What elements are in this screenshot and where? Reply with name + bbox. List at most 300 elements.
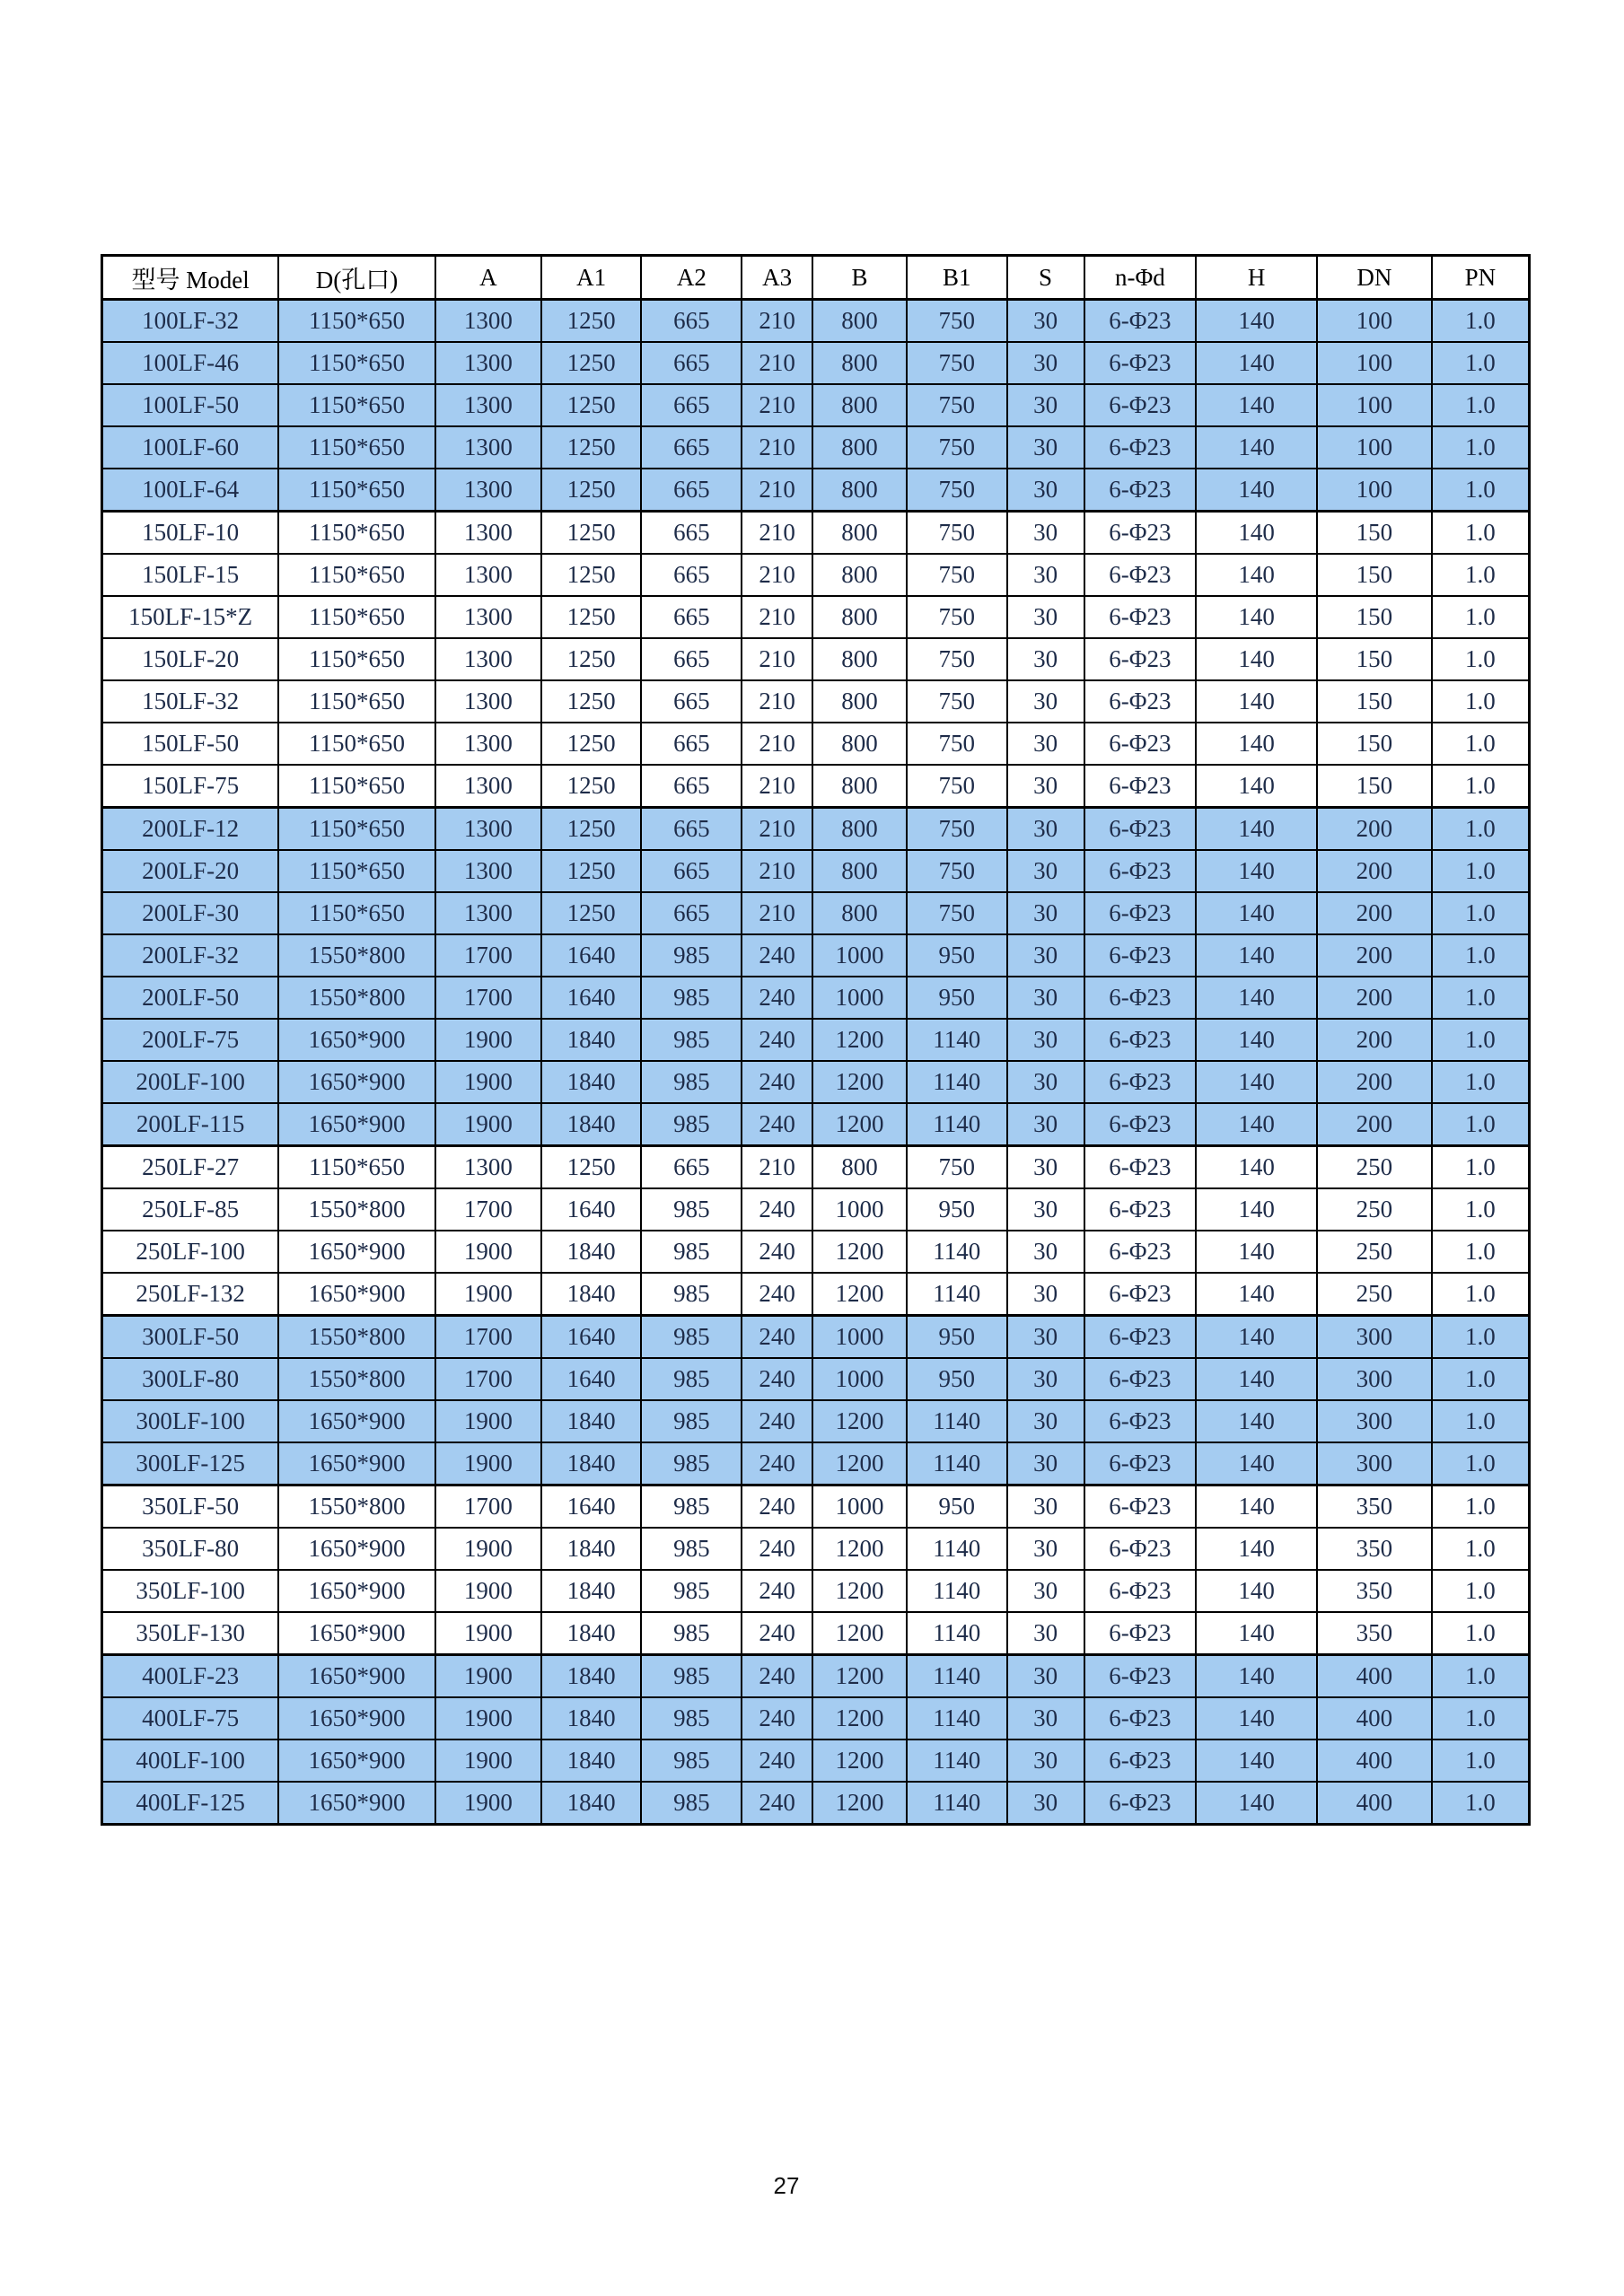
table-cell: 140 (1196, 1782, 1317, 1825)
table-cell: 6-Φ23 (1084, 1697, 1197, 1740)
table-cell: 1900 (435, 1782, 541, 1825)
table-cell: 1140 (907, 1528, 1007, 1570)
table-cell: 985 (641, 977, 742, 1019)
table-cell: 140 (1196, 1570, 1317, 1612)
table-cell: 1550*800 (278, 1316, 435, 1359)
table-header-cell: n-Φd (1084, 256, 1197, 300)
table-cell: 1250 (541, 680, 642, 723)
table-cell: 1.0 (1432, 1358, 1530, 1400)
table-cell: 1250 (541, 1146, 642, 1189)
table-cell: 800 (812, 850, 907, 892)
table-cell: 1300 (435, 342, 541, 384)
table-cell: 1.0 (1432, 384, 1530, 426)
table-cell: 210 (742, 596, 812, 638)
table-cell: 6-Φ23 (1084, 1528, 1197, 1570)
table-cell: 30 (1007, 512, 1084, 555)
table-cell: 6-Φ23 (1084, 1655, 1197, 1698)
table-cell: 250 (1317, 1273, 1432, 1316)
table-cell: 750 (907, 384, 1007, 426)
table-cell: 240 (742, 1273, 812, 1316)
table-cell: 210 (742, 765, 812, 808)
table-cell: 985 (641, 1442, 742, 1485)
table-body (102, 300, 1530, 1825)
table-cell: 6-Φ23 (1084, 1146, 1197, 1189)
table-cell: 750 (907, 680, 1007, 723)
table-cell: 140 (1196, 1103, 1317, 1146)
table-cell: 240 (742, 1231, 812, 1273)
table-row (102, 1570, 1530, 1612)
model-cell: 350LF-100 (102, 1570, 279, 1612)
table-cell: 985 (641, 1019, 742, 1061)
table-cell: 1840 (541, 1612, 642, 1655)
table-cell: 140 (1196, 1358, 1317, 1400)
table-cell: 1650*900 (278, 1655, 435, 1698)
table-header-cell: H (1196, 256, 1317, 300)
table-cell: 140 (1196, 892, 1317, 934)
table-row (102, 596, 1530, 638)
table-cell: 140 (1196, 1612, 1317, 1655)
table-cell: 1200 (812, 1655, 907, 1698)
table-cell: 1250 (541, 596, 642, 638)
table-cell: 140 (1196, 1316, 1317, 1359)
table-cell: 6-Φ23 (1084, 1442, 1197, 1485)
model-cell: 200LF-100 (102, 1061, 279, 1103)
table-cell: 950 (907, 1485, 1007, 1529)
table-row (102, 1485, 1530, 1529)
table-cell: 1.0 (1432, 1188, 1530, 1231)
table-row (102, 1740, 1530, 1782)
table-cell: 1.0 (1432, 1528, 1530, 1570)
table-cell: 6-Φ23 (1084, 1273, 1197, 1316)
table-cell: 1250 (541, 723, 642, 765)
table-cell: 1840 (541, 1697, 642, 1740)
table-row (102, 892, 1530, 934)
table-cell: 985 (641, 1231, 742, 1273)
table-cell: 30 (1007, 1146, 1084, 1189)
model-dimensions-table (101, 254, 1531, 1826)
model-cell: 100LF-32 (102, 300, 279, 343)
table-cell: 6-Φ23 (1084, 850, 1197, 892)
table-cell: 30 (1007, 850, 1084, 892)
table-cell: 1650*900 (278, 1442, 435, 1485)
table-cell: 150 (1317, 638, 1432, 680)
table-cell: 200 (1317, 808, 1432, 851)
table-cell: 100 (1317, 342, 1432, 384)
table-cell: 1250 (541, 469, 642, 512)
table-cell: 210 (742, 512, 812, 555)
table-cell: 665 (641, 1146, 742, 1189)
model-cell: 200LF-50 (102, 977, 279, 1019)
table-cell: 1900 (435, 1528, 541, 1570)
table-cell: 1640 (541, 1358, 642, 1400)
table-cell: 400 (1317, 1697, 1432, 1740)
table-cell: 985 (641, 1485, 742, 1529)
table-cell: 6-Φ23 (1084, 765, 1197, 808)
table-cell: 1140 (907, 1400, 1007, 1442)
table-cell: 1840 (541, 1103, 642, 1146)
table-cell: 1140 (907, 1273, 1007, 1316)
table-header-cell: B (812, 256, 907, 300)
table-cell: 1300 (435, 554, 541, 596)
model-cell: 150LF-50 (102, 723, 279, 765)
table-cell: 150 (1317, 680, 1432, 723)
table-cell: 1640 (541, 1188, 642, 1231)
table-cell: 6-Φ23 (1084, 638, 1197, 680)
table-cell: 210 (742, 554, 812, 596)
table-cell: 1.0 (1432, 512, 1530, 555)
table-cell: 240 (742, 1019, 812, 1061)
table-header-cell: DN (1317, 256, 1432, 300)
table-cell: 140 (1196, 808, 1317, 851)
table-row (102, 808, 1530, 851)
table-cell: 100 (1317, 426, 1432, 469)
table-cell: 1650*900 (278, 1103, 435, 1146)
table-cell: 665 (641, 765, 742, 808)
table-cell: 30 (1007, 554, 1084, 596)
table-header-row (102, 256, 1530, 300)
table-cell: 400 (1317, 1740, 1432, 1782)
table-cell: 210 (742, 850, 812, 892)
table-cell: 1250 (541, 850, 642, 892)
table-cell: 750 (907, 554, 1007, 596)
table-cell: 1.0 (1432, 1655, 1530, 1698)
table-cell: 1650*900 (278, 1570, 435, 1612)
table-cell: 1150*650 (278, 638, 435, 680)
table-cell: 1.0 (1432, 1442, 1530, 1485)
table-cell: 200 (1317, 892, 1432, 934)
table-cell: 240 (742, 1782, 812, 1825)
table-cell: 1550*800 (278, 1485, 435, 1529)
table-cell: 1.0 (1432, 1146, 1530, 1189)
model-cell: 400LF-75 (102, 1697, 279, 1740)
table-cell: 1250 (541, 512, 642, 555)
table-cell: 240 (742, 1655, 812, 1698)
table-row (102, 1612, 1530, 1655)
table-cell: 240 (742, 1485, 812, 1529)
table-row (102, 934, 1530, 977)
table-cell: 150 (1317, 554, 1432, 596)
table-cell: 665 (641, 384, 742, 426)
table-cell: 30 (1007, 1358, 1084, 1400)
table-cell: 140 (1196, 934, 1317, 977)
table-cell: 100 (1317, 384, 1432, 426)
table-cell: 1.0 (1432, 1231, 1530, 1273)
table-header-cell: A2 (641, 256, 742, 300)
table-cell: 1140 (907, 1782, 1007, 1825)
table-cell: 750 (907, 808, 1007, 851)
table-cell: 750 (907, 1146, 1007, 1189)
table-cell: 1300 (435, 723, 541, 765)
table-cell: 210 (742, 384, 812, 426)
table-cell: 1150*650 (278, 469, 435, 512)
table-cell: 240 (742, 1188, 812, 1231)
table-cell: 985 (641, 1316, 742, 1359)
table-cell: 30 (1007, 596, 1084, 638)
table-cell: 800 (812, 469, 907, 512)
table-cell: 1.0 (1432, 723, 1530, 765)
table-cell: 1140 (907, 1442, 1007, 1485)
table-cell: 1200 (812, 1612, 907, 1655)
table-row (102, 1188, 1530, 1231)
table-cell: 140 (1196, 1231, 1317, 1273)
table-cell: 1140 (907, 1655, 1007, 1698)
table-row (102, 1528, 1530, 1570)
table-cell: 800 (812, 342, 907, 384)
table-cell: 350 (1317, 1612, 1432, 1655)
table-cell: 6-Φ23 (1084, 1570, 1197, 1612)
table-cell: 140 (1196, 977, 1317, 1019)
table-row (102, 1103, 1530, 1146)
table-cell: 800 (812, 723, 907, 765)
table-cell: 6-Φ23 (1084, 1782, 1197, 1825)
model-cell: 400LF-23 (102, 1655, 279, 1698)
table-cell: 985 (641, 1358, 742, 1400)
table-cell: 30 (1007, 723, 1084, 765)
table-row (102, 723, 1530, 765)
table-cell: 1650*900 (278, 1740, 435, 1782)
table-row (102, 680, 1530, 723)
table-cell: 30 (1007, 1019, 1084, 1061)
table-cell: 1200 (812, 1273, 907, 1316)
table-cell: 300 (1317, 1400, 1432, 1442)
table-cell: 400 (1317, 1655, 1432, 1698)
model-cell: 150LF-32 (102, 680, 279, 723)
table-cell: 1250 (541, 808, 642, 851)
table-cell: 1900 (435, 1612, 541, 1655)
table-header-cell: D(孔口) (278, 256, 435, 300)
table-cell: 1300 (435, 426, 541, 469)
table-cell: 210 (742, 300, 812, 343)
table-row (102, 1231, 1530, 1273)
table-cell: 1150*650 (278, 512, 435, 555)
table-header-cell: A3 (742, 256, 812, 300)
table-cell: 750 (907, 512, 1007, 555)
table-cell: 1200 (812, 1400, 907, 1442)
table-cell: 140 (1196, 1697, 1317, 1740)
table-cell: 6-Φ23 (1084, 1612, 1197, 1655)
table-cell: 140 (1196, 1528, 1317, 1570)
table-cell: 800 (812, 512, 907, 555)
table-cell: 240 (742, 934, 812, 977)
table-row (102, 1316, 1530, 1359)
table-cell: 1700 (435, 934, 541, 977)
table-cell: 6-Φ23 (1084, 596, 1197, 638)
table-cell: 1.0 (1432, 1485, 1530, 1529)
table-row (102, 977, 1530, 1019)
model-cell: 400LF-100 (102, 1740, 279, 1782)
table-cell: 6-Φ23 (1084, 384, 1197, 426)
table-cell: 800 (812, 554, 907, 596)
table-cell: 30 (1007, 1782, 1084, 1825)
table-cell: 6-Φ23 (1084, 934, 1197, 977)
table-row (102, 342, 1530, 384)
table-cell: 1200 (812, 1442, 907, 1485)
table-cell: 30 (1007, 1316, 1084, 1359)
table-cell: 985 (641, 1740, 742, 1782)
table-cell: 200 (1317, 1103, 1432, 1146)
table-cell: 665 (641, 596, 742, 638)
model-cell: 200LF-115 (102, 1103, 279, 1146)
table-cell: 6-Φ23 (1084, 1400, 1197, 1442)
table-cell: 1900 (435, 1103, 541, 1146)
model-cell: 400LF-125 (102, 1782, 279, 1825)
table-cell: 1.0 (1432, 977, 1530, 1019)
table-cell: 665 (641, 680, 742, 723)
table-cell: 1900 (435, 1442, 541, 1485)
table-cell: 6-Φ23 (1084, 1231, 1197, 1273)
model-cell: 200LF-12 (102, 808, 279, 851)
table-header-cell: S (1007, 256, 1084, 300)
table-cell: 1640 (541, 977, 642, 1019)
table-cell: 985 (641, 1188, 742, 1231)
table-cell: 1300 (435, 765, 541, 808)
table-cell: 140 (1196, 1061, 1317, 1103)
table-cell: 210 (742, 638, 812, 680)
table-cell: 1550*800 (278, 934, 435, 977)
table-cell: 985 (641, 934, 742, 977)
table-cell: 1.0 (1432, 1316, 1530, 1359)
table-cell: 1250 (541, 765, 642, 808)
table-cell: 30 (1007, 892, 1084, 934)
table-cell: 950 (907, 1188, 1007, 1231)
table-cell: 1140 (907, 1740, 1007, 1782)
table-cell: 1140 (907, 1612, 1007, 1655)
table-cell: 6-Φ23 (1084, 1316, 1197, 1359)
table-cell: 30 (1007, 1442, 1084, 1485)
table-cell: 1150*650 (278, 808, 435, 851)
table-cell: 985 (641, 1612, 742, 1655)
table-cell: 800 (812, 426, 907, 469)
table-cell: 985 (641, 1697, 742, 1740)
table-cell: 350 (1317, 1485, 1432, 1529)
table-cell: 1650*900 (278, 1273, 435, 1316)
table-cell: 210 (742, 469, 812, 512)
table-cell: 200 (1317, 1019, 1432, 1061)
table-cell: 240 (742, 1612, 812, 1655)
table-cell: 30 (1007, 1273, 1084, 1316)
table-cell: 1900 (435, 1697, 541, 1740)
table-row (102, 554, 1530, 596)
model-cell: 200LF-30 (102, 892, 279, 934)
table-cell: 140 (1196, 723, 1317, 765)
model-cell: 250LF-27 (102, 1146, 279, 1189)
table-cell: 1150*650 (278, 850, 435, 892)
model-cell: 350LF-80 (102, 1528, 279, 1570)
table-cell: 140 (1196, 300, 1317, 343)
table-cell: 800 (812, 300, 907, 343)
table-cell: 1840 (541, 1231, 642, 1273)
table-row (102, 1061, 1530, 1103)
table-cell: 140 (1196, 1273, 1317, 1316)
table-cell: 1150*650 (278, 892, 435, 934)
table-cell: 6-Φ23 (1084, 808, 1197, 851)
table-cell: 1150*650 (278, 426, 435, 469)
model-cell: 100LF-46 (102, 342, 279, 384)
table-cell: 1300 (435, 300, 541, 343)
table-cell: 1200 (812, 1231, 907, 1273)
table-cell: 800 (812, 680, 907, 723)
table-cell: 6-Φ23 (1084, 1061, 1197, 1103)
table-cell: 800 (812, 384, 907, 426)
table-cell: 250 (1317, 1188, 1432, 1231)
table-row (102, 1442, 1530, 1485)
table-cell: 140 (1196, 1146, 1317, 1189)
table-cell: 200 (1317, 850, 1432, 892)
table-cell: 6-Φ23 (1084, 1188, 1197, 1231)
table-cell: 1700 (435, 1188, 541, 1231)
table-cell: 1200 (812, 1570, 907, 1612)
table-cell: 240 (742, 1528, 812, 1570)
table-row (102, 1019, 1530, 1061)
table-cell: 1000 (812, 1188, 907, 1231)
table-cell: 1000 (812, 1485, 907, 1529)
table-cell: 30 (1007, 1231, 1084, 1273)
table-cell: 750 (907, 300, 1007, 343)
table-cell: 1000 (812, 1316, 907, 1359)
table-cell: 750 (907, 469, 1007, 512)
model-cell: 200LF-20 (102, 850, 279, 892)
table-cell: 1140 (907, 1061, 1007, 1103)
table-cell: 1550*800 (278, 1358, 435, 1400)
table-cell: 1840 (541, 1528, 642, 1570)
table-cell: 665 (641, 850, 742, 892)
table-cell: 140 (1196, 765, 1317, 808)
table-cell: 6-Φ23 (1084, 1103, 1197, 1146)
table-row (102, 1782, 1530, 1825)
table-cell: 140 (1196, 1400, 1317, 1442)
table-cell: 1300 (435, 850, 541, 892)
table-cell: 1.0 (1432, 554, 1530, 596)
table-cell: 1200 (812, 1782, 907, 1825)
model-cell: 300LF-50 (102, 1316, 279, 1359)
table-cell: 1250 (541, 300, 642, 343)
table-cell: 1300 (435, 680, 541, 723)
table-header-cell: A (435, 256, 541, 300)
table-row (102, 384, 1530, 426)
table-cell: 1250 (541, 342, 642, 384)
table-cell: 300 (1317, 1442, 1432, 1485)
table-cell: 1300 (435, 512, 541, 555)
table-cell: 1650*900 (278, 1782, 435, 1825)
table-cell: 665 (641, 808, 742, 851)
table-cell: 1300 (435, 596, 541, 638)
table-cell: 985 (641, 1061, 742, 1103)
table-cell: 985 (641, 1782, 742, 1825)
table-cell: 1700 (435, 977, 541, 1019)
model-cell: 300LF-80 (102, 1358, 279, 1400)
table-cell: 1.0 (1432, 850, 1530, 892)
table-cell: 200 (1317, 977, 1432, 1019)
table-cell: 985 (641, 1528, 742, 1570)
table-cell: 240 (742, 1400, 812, 1442)
table-cell: 1150*650 (278, 1146, 435, 1189)
table-cell: 750 (907, 426, 1007, 469)
table-cell: 1900 (435, 1019, 541, 1061)
table-cell: 30 (1007, 977, 1084, 1019)
table-cell: 1250 (541, 638, 642, 680)
table-header-cell: A1 (541, 256, 642, 300)
table-cell: 1650*900 (278, 1612, 435, 1655)
table-cell: 1.0 (1432, 638, 1530, 680)
table-cell: 1.0 (1432, 1782, 1530, 1825)
table-cell: 665 (641, 426, 742, 469)
table-cell: 6-Φ23 (1084, 680, 1197, 723)
table-cell: 140 (1196, 342, 1317, 384)
table-cell: 665 (641, 892, 742, 934)
table-cell: 6-Φ23 (1084, 1019, 1197, 1061)
table-cell: 1640 (541, 1485, 642, 1529)
table-cell: 1900 (435, 1231, 541, 1273)
